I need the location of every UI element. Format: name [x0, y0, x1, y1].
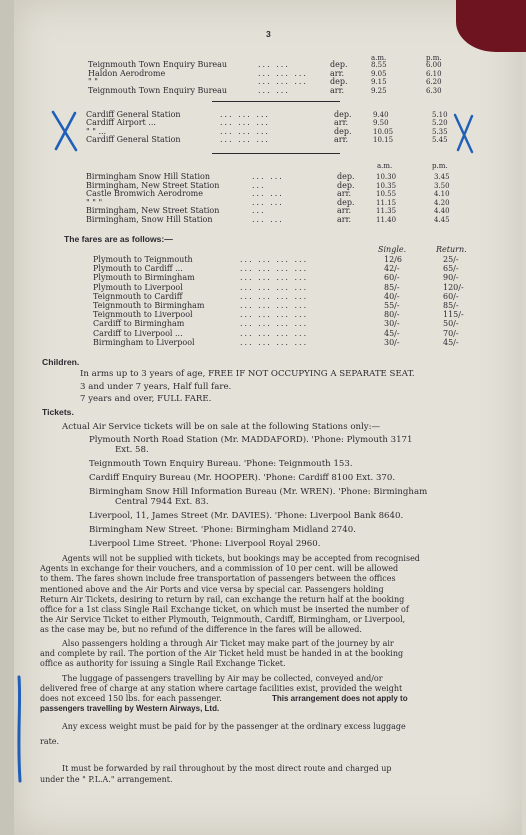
children-rule: In arms up to 3 years of age, FREE IF NOT OCCUPYING A SEPARATE SEAT. — [80, 369, 415, 379]
paragraph-line: does not exceed 150 lbs. for each passenger. — [40, 694, 222, 703]
fare-dots: ... ... ... ... — [240, 319, 309, 329]
timetable-place: Birmingham Snow Hill Station — [86, 172, 210, 181]
fare-route: Teignmouth to Birmingham — [93, 301, 205, 310]
timetable-direction: dep. — [330, 60, 348, 69]
timetable-am-time: 11.35 — [376, 207, 397, 216]
children-rule: 7 years and over, FULL FARE. — [80, 394, 212, 404]
fare-dots: ... ... ... ... — [240, 255, 309, 264]
fare-dots: ... ... ... ... — [240, 282, 309, 292]
paragraph-line: Any excess weight must be paid for by the passenger at the ordinary excess luggage — [62, 722, 406, 731]
timetable-direction: arr. — [330, 68, 345, 78]
timetable-direction: dep. — [337, 172, 355, 181]
fare-dots: ... ... ... ... — [240, 291, 309, 301]
timetable-direction: arr. — [334, 118, 349, 128]
timetable-dots: ... ... ... — [220, 135, 270, 145]
timetable-direction: arr. — [334, 135, 349, 145]
fare-route: Cardiff to Liverpool ... — [93, 328, 183, 338]
timetable-pm-time: 6.00 — [426, 61, 442, 69]
fare-return: 50/- — [443, 319, 459, 329]
timetable-am-time: 9.05 — [371, 69, 387, 78]
timetable-pm-time: 3.45 — [434, 173, 450, 181]
timetable-place: Cardiff General Station — [86, 110, 181, 119]
paragraph-line: mentioned above and the Air Ports and vice versa by special car. Passengers holding — [40, 584, 384, 594]
pm-header: p.m. — [432, 162, 448, 170]
paragraph-bold-line: This arrangement does not apply to — [272, 694, 408, 703]
timetable-direction: dep. — [334, 126, 352, 136]
timetable-place: " " — [88, 77, 98, 87]
timetable-place: Birmingham, Snow Hill Station — [86, 215, 213, 224]
timetable-pm-time: 5.45 — [432, 136, 448, 145]
am-header: a.m. — [377, 162, 393, 170]
timetable-pm-time: 6.20 — [426, 78, 442, 87]
ticket-station: Central 7944 Ext. 83. — [115, 497, 209, 507]
timetable-place: " " ... — [86, 126, 107, 136]
timetable-dots: ... ... — [252, 172, 284, 181]
timetable-place: Teignmouth Town Enquiry Bureau — [88, 60, 228, 69]
timetable-dots: ... ... ... — [258, 77, 308, 87]
fare-single: 85/- — [384, 282, 400, 292]
timetable-pm-time: 3.50 — [434, 181, 450, 190]
ticket-station: Birmingham Snow Hill Information Bureau (Mr. WREN). 'Phone: Birmingham — [89, 487, 428, 497]
fare-return: 45/- — [443, 337, 459, 347]
timetable-pm-time: 4.10 — [434, 190, 450, 199]
timetable-place: Teignmouth Town Enquiry Bureau — [88, 85, 228, 95]
paragraph-line: delivered free of charge at any station where cartage facilities exist, provided the weight — [40, 684, 403, 693]
paragraph-line: rate. — [40, 737, 60, 746]
timetable-pm-time: 6.30 — [426, 86, 442, 95]
blue-pen-margin-line — [12, 675, 26, 785]
timetable-dots: ... ... — [258, 85, 290, 95]
paragraph-line: Agents will not be supplied with tickets, but bookings may be accepted from recognised — [62, 554, 420, 563]
timetable-am-time: 9.15 — [371, 78, 387, 87]
timetable-direction: arr. — [337, 215, 352, 224]
fare-dots: ... ... ... ... — [240, 301, 309, 310]
am-header: a.m. — [371, 54, 387, 62]
timetable-pm-time: 5.20 — [432, 119, 448, 128]
timetable-place: Cardiff Airport ... — [86, 118, 156, 128]
fare-route: Birmingham to Liverpool — [93, 337, 195, 347]
timetable-dots: ... — [252, 180, 266, 190]
timetable-dots: ... ... ... — [220, 110, 270, 119]
fare-dots: ... ... ... ... — [240, 328, 309, 338]
fare-single: 30/- — [384, 319, 400, 329]
timetable-place: " " " — [86, 197, 103, 207]
fare-dots: ... ... ... ... — [240, 310, 309, 320]
timetable-place: Cardiff General Station — [86, 135, 181, 145]
timetable-direction: arr. — [337, 189, 352, 199]
fare-return: 120/- — [443, 282, 464, 292]
children-heading: Children. — [42, 357, 80, 367]
paragraph-bold-line: passengers travelling by Western Airways, Ltd. — [40, 704, 220, 713]
single-column-header: Single. — [378, 245, 407, 254]
ticket-station: Liverpool, 11, James Street (Mr. DAVIES). 'Phone: Liverpool Bank 8640. — [89, 511, 404, 521]
ticket-station: Plymouth North Road Station (Mr. MADDAFORD). 'Phone: Plymouth 3171 — [89, 435, 413, 445]
paragraph-line: to them. The fares shown include free transportation of passengers between the offices — [40, 574, 396, 584]
timetable-direction: dep. — [337, 180, 355, 190]
fare-single: 60/- — [384, 273, 400, 283]
fare-route: Teignmouth to Liverpool — [93, 310, 193, 320]
fare-return: 85/- — [443, 301, 459, 310]
fare-route: Plymouth to Liverpool — [93, 282, 183, 292]
fare-return: 25/- — [443, 255, 459, 264]
paragraph-line: It must be forwarded by rail throughout by the most direct route and charged up — [62, 764, 392, 773]
fare-return: 60/- — [443, 291, 459, 301]
timetable-am-time: 10.55 — [376, 190, 397, 199]
timetable-direction: arr. — [337, 206, 352, 216]
timetable-pm-time: 6.10 — [426, 69, 442, 78]
divider — [212, 101, 340, 102]
timetable-dots: ... ... ... — [220, 126, 270, 136]
paragraph-line: Also passengers holding a through Air Ticket may make part of the journey by air — [62, 639, 394, 648]
timetable-am-time: 10.15 — [373, 136, 394, 145]
paragraph-line: The luggage of passengers travelling by Air may be collected, conveyed and/or — [62, 674, 383, 683]
fare-single: 45/- — [384, 328, 400, 338]
ticket-station: Ext. 58. — [115, 445, 149, 455]
timetable-dots: ... ... — [252, 215, 284, 224]
timetable-am-time: 11.15 — [376, 198, 397, 207]
timetable-pm-time: 4.45 — [434, 216, 450, 224]
timetable-dots: ... ... ... — [220, 118, 270, 128]
timetable-place: Birmingham, New Street Station — [86, 206, 220, 216]
timetable-dots: ... ... — [258, 60, 290, 69]
fare-single: 42/- — [384, 264, 400, 274]
timetable-am-time: 11.40 — [376, 216, 397, 224]
tickets-heading: Tickets. — [42, 407, 74, 417]
timetable-dots: ... ... ... — [258, 68, 308, 78]
pm-header: p.m. — [426, 54, 442, 62]
fare-single: 30/- — [384, 337, 400, 347]
timetable-am-time: 8.55 — [371, 61, 387, 69]
timetable-am-time: 10.30 — [376, 173, 397, 181]
fare-return: 70/- — [443, 328, 459, 338]
timetable-am-time: 9.25 — [371, 86, 387, 95]
page-number: 3 — [266, 29, 271, 39]
timetable-am-time: 9.40 — [373, 111, 389, 119]
timetable-direction: arr. — [330, 85, 345, 95]
ticket-station: Liverpool Lime Street. 'Phone: Liverpool Royal 2960. — [89, 539, 321, 549]
fare-route: Plymouth to Cardiff ... — [93, 264, 183, 274]
fare-return: 65/- — [443, 264, 459, 274]
divider — [212, 153, 340, 154]
ticket-station: Cardiff Enquiry Bureau (Mr. HOOPER). 'Phone: Cardiff 8100 Ext. 370. — [89, 473, 396, 483]
ticket-station: Birmingham New Street. 'Phone: Birmingham Midland 2740. — [89, 525, 356, 535]
timetable-am-time: 10.05 — [373, 127, 394, 136]
timetable-direction: dep. — [337, 197, 355, 207]
timetable-dots: ... ... — [252, 197, 284, 207]
timetable-pm-time: 4.40 — [434, 207, 450, 216]
timetable-place: Castle Bromwich Aerodrome — [86, 189, 203, 199]
ticket-station: Teignmouth Town Enquiry Bureau. 'Phone: Teignmouth 153. — [89, 459, 353, 469]
fare-single: 55/- — [384, 301, 400, 310]
fare-return: 115/- — [443, 310, 464, 320]
fare-dots: ... ... ... ... — [240, 337, 309, 347]
fare-route: Plymouth to Birmingham — [93, 273, 195, 283]
children-rule: 3 and under 7 years, Half full fare. — [80, 381, 232, 392]
fare-single: 80/- — [384, 310, 400, 320]
fare-route: Teignmouth to Cardiff — [93, 291, 183, 301]
paragraph-line: under the " P.L.A." arrangement. — [40, 774, 173, 784]
paragraph-line: the Air Service Ticket to either Plymouth, Teignmouth, Cardiff, Birmingham, or Liverpool, — [40, 615, 406, 625]
timetable-dots: ... ... — [252, 189, 284, 199]
fares-heading: The fares are as follows:— — [64, 234, 173, 244]
timetable-place: Haldon Aerodrome — [88, 68, 166, 78]
timetable-dots: ... — [252, 206, 266, 216]
timetable-place: Birmingham, New Street Station — [86, 180, 220, 190]
timetable-pm-time: 5.10 — [432, 111, 448, 119]
blue-pen-cross-mark — [452, 112, 476, 154]
timetable-pm-time: 5.35 — [432, 127, 448, 136]
paragraph-line: Return Air Tickets, desiring to return by rail, can exchange the return half at the booking — [40, 594, 405, 604]
fare-return: 90/- — [443, 273, 459, 283]
paragraph-line: as the case may be, but no refund of the difference in the fares will be allowed. — [40, 625, 362, 635]
fare-route: Cardiff to Birmingham — [93, 319, 185, 329]
timetable-am-time: 9.50 — [373, 119, 389, 128]
fare-dots: ... ... ... ... — [240, 264, 309, 274]
timetable-am-time: 10.35 — [376, 181, 397, 190]
fare-dots: ... ... ... ... — [240, 273, 309, 283]
paragraph-line: Agents in exchange for their vouchers, and a commission of 10 per cent. will be allowed — [40, 564, 399, 574]
fare-single: 12/6 — [384, 255, 402, 264]
paragraph-line: office as authority for issuing a Single Rail Exchange Ticket. — [40, 659, 286, 669]
timetable-direction: dep. — [334, 110, 352, 119]
fare-route: Plymouth to Teignmouth — [93, 255, 193, 264]
blue-pen-cross-mark — [50, 110, 80, 152]
fare-single: 40/- — [384, 291, 400, 301]
timetable-direction: dep. — [330, 77, 348, 87]
tickets-intro: Actual Air Service tickets will be on sale at the following Stations only:— — [62, 422, 381, 432]
return-column-header: Return. — [436, 245, 467, 254]
paragraph-line: and complete by rail. The portion of the Air Ticket held must be handed in at the booking — [40, 649, 404, 659]
timetable-pm-time: 4.20 — [434, 198, 450, 207]
paragraph-line: office for a 1st class Single Rail Exchange ticket, on which must be inserted the number of — [40, 605, 409, 614]
